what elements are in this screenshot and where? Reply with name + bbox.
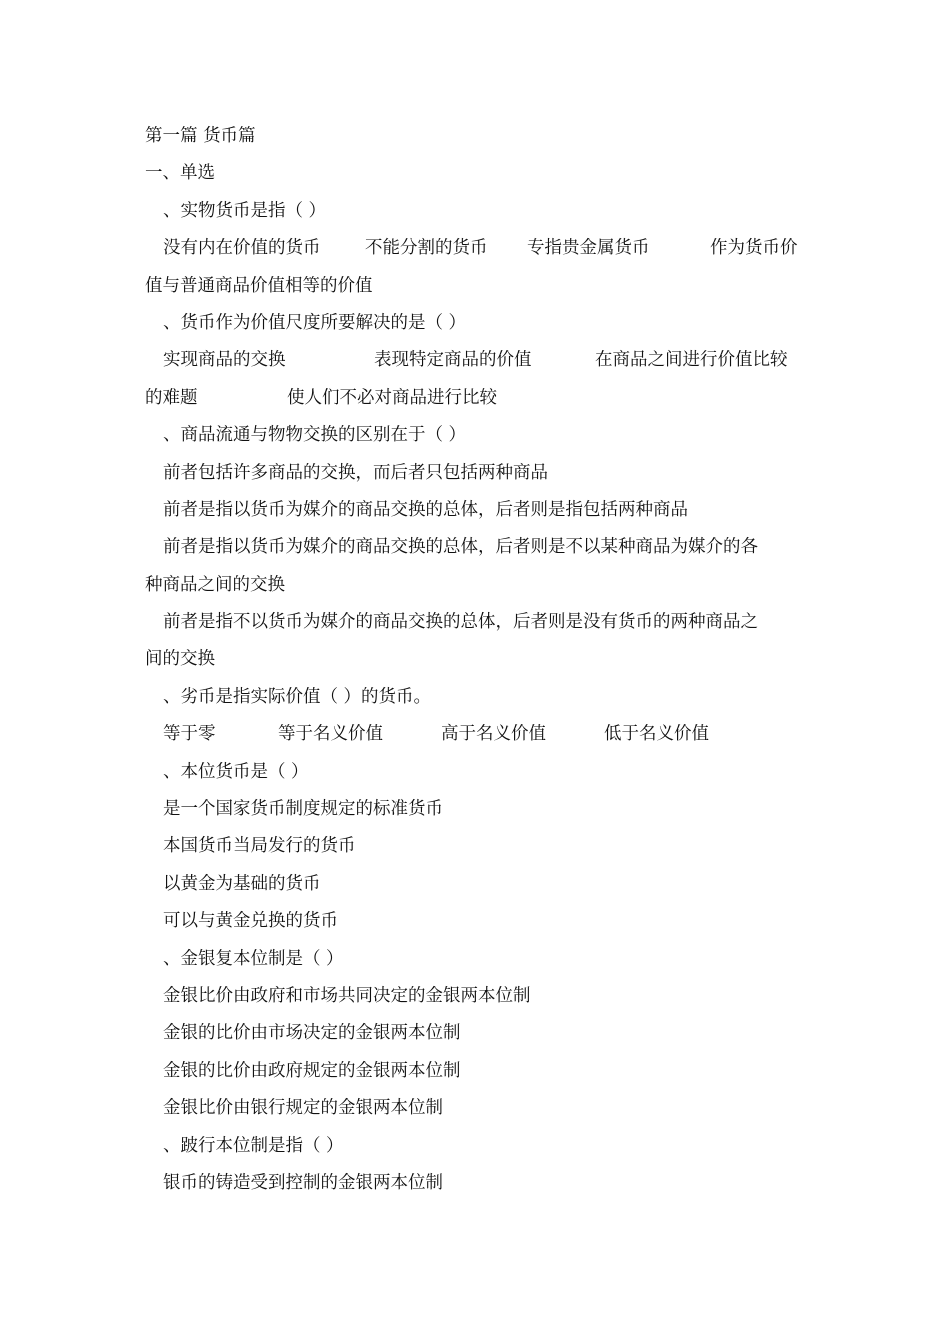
document-page (145, 118, 807, 1202)
question-stem: 、劣币是指实际价值（ ）的货币。 (163, 686, 432, 707)
question-stem: 、货币作为价值尺度所要解决的是（ ） (163, 312, 467, 333)
option: 等于名义价值 (278, 724, 383, 745)
option: 前者是指以货币为媒介的商品交换的总体，后者则是不以某种商品为媒介的各 (163, 537, 758, 558)
option: 前者是指不以货币为媒介的商品交换的总体，后者则是没有货币的两种商品之 (163, 612, 758, 633)
option: 没有内在价值的货币 (163, 238, 321, 259)
option: 本国货币当局发行的货币 (163, 836, 356, 857)
option: 可以与黄金兑换的货币 (163, 911, 338, 932)
option-row (145, 716, 807, 753)
option: 使人们不必对商品进行比较 (287, 387, 497, 408)
option-row (145, 342, 807, 379)
option: 前者是指以货币为媒介的商品交换的总体，后者则是指包括两种商品 (163, 499, 688, 520)
option: 专指贵金属货币 (527, 238, 650, 259)
question-stem: 、金银复本位制是（ ） (163, 948, 344, 969)
question-stem: 、跛行本位制是指（ ） (163, 1135, 344, 1156)
option: 金银的比价由市场决定的金银两本位制 (163, 1023, 461, 1044)
option: 不能分割的货币 (365, 238, 488, 259)
option-continuation: 值与普通商品价值相等的价值 (145, 275, 373, 296)
option: 银币的铸造受到控制的金银两本位制 (163, 1172, 443, 1193)
option-row (145, 380, 807, 417)
question-stem: 、商品流通与物物交换的区别在于（ ） (163, 425, 467, 446)
option-continuation: 种商品之间的交换 (145, 574, 285, 595)
option-row (145, 230, 807, 267)
option: 实现商品的交换 (163, 350, 286, 371)
option: 金银的比价由政府规定的金银两本位制 (163, 1060, 461, 1081)
option: 金银比价由银行规定的金银两本位制 (163, 1098, 443, 1119)
option-continuation: 间的交换 (145, 649, 215, 670)
option: 表现特定商品的价值 (374, 350, 532, 371)
option: 作为货币价 (710, 238, 798, 259)
option: 金银比价由政府和市场共同决定的金银两本位制 (163, 985, 531, 1006)
option: 是一个国家货币制度规定的标准货币 (163, 799, 443, 820)
option: 等于零 (163, 724, 216, 745)
section-title: 一、单选 (145, 163, 215, 184)
option: 前者包括许多商品的交换，而后者只包括两种商品 (163, 462, 548, 483)
option: 以黄金为基础的货币 (163, 873, 321, 894)
question-stem: 、实物货币是指（ ） (163, 200, 327, 221)
option: 在商品之间进行价值比较 (595, 350, 788, 371)
option: 低于名义价值 (604, 724, 709, 745)
question-stem: 、本位货币是（ ） (163, 761, 309, 782)
option: 高于名义价值 (441, 724, 546, 745)
chapter-title: 第一篇 货币篇 (145, 126, 256, 146)
option-continuation: 的难题 (145, 387, 198, 408)
